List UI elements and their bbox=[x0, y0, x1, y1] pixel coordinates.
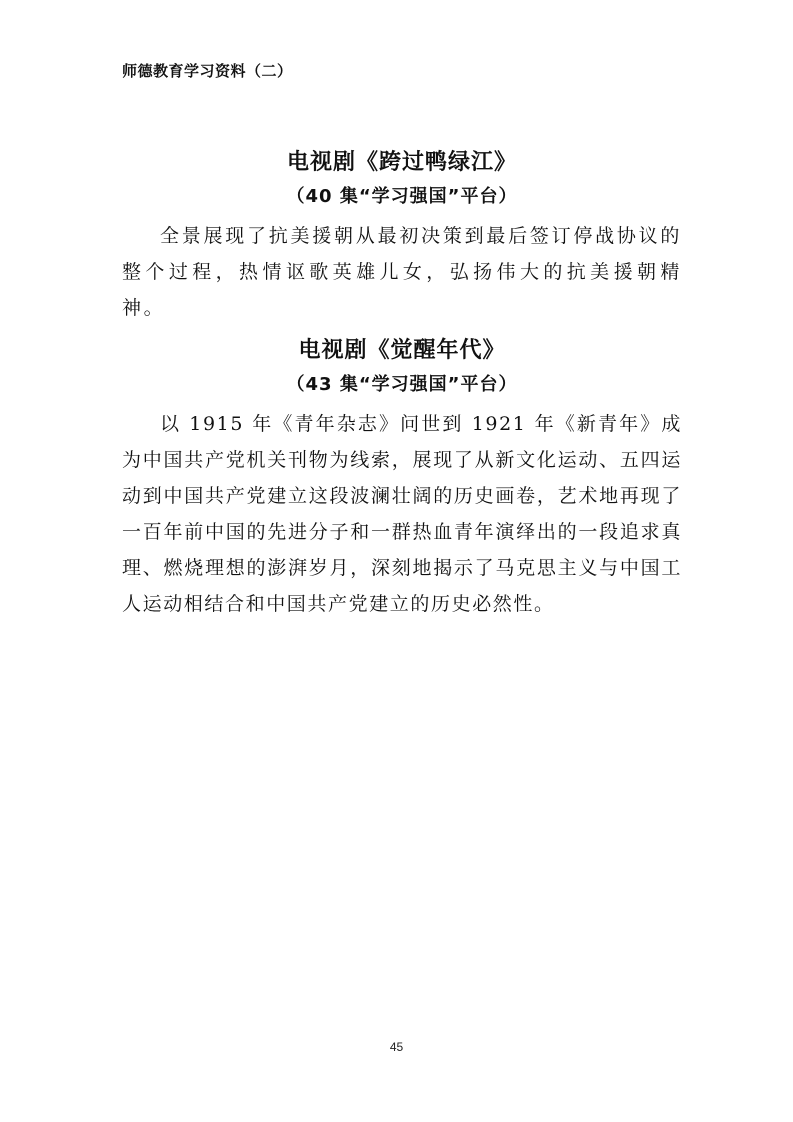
section-title: 电视剧《跨过鸭绿江》 bbox=[286, 150, 517, 175]
section-title: 电视剧《觉醒年代》 bbox=[298, 338, 506, 363]
section-body: 全景展现了抗美援朝从最初决策到最后签订停战协议的整个过程，热情讴歌英雄儿女，弘扬伟大的抗美援朝精神。 bbox=[122, 225, 682, 319]
page-number: 45 bbox=[389, 1040, 404, 1054]
section-body: 以 1915 年《青年杂志》问世到 1921 年《新青年》成为中国共产党机关刊物为线索，展现了从新文化运动、五四运动到中国共产党建立这段波澜壮阔的历史画卷，艺术地再现了一百年前中国的先进分子和一群热血青年演绎出的一段追求真理、燃烧理想的澎湃岁月，深刻地揭示了马克思主义与中国工人运动相结合和中国共产党建立的历史必然性。 bbox=[122, 413, 682, 615]
section-subtitle: （43 集“学习强国”平台） bbox=[286, 374, 518, 395]
running-header: 师德教育学习资料（二） bbox=[122, 62, 293, 80]
section-subtitle: （40 集“学习强国”平台） bbox=[286, 186, 518, 207]
section-juexing-niandai bbox=[122, 336, 682, 622]
section-kuaguo-yalujiang bbox=[122, 148, 682, 326]
